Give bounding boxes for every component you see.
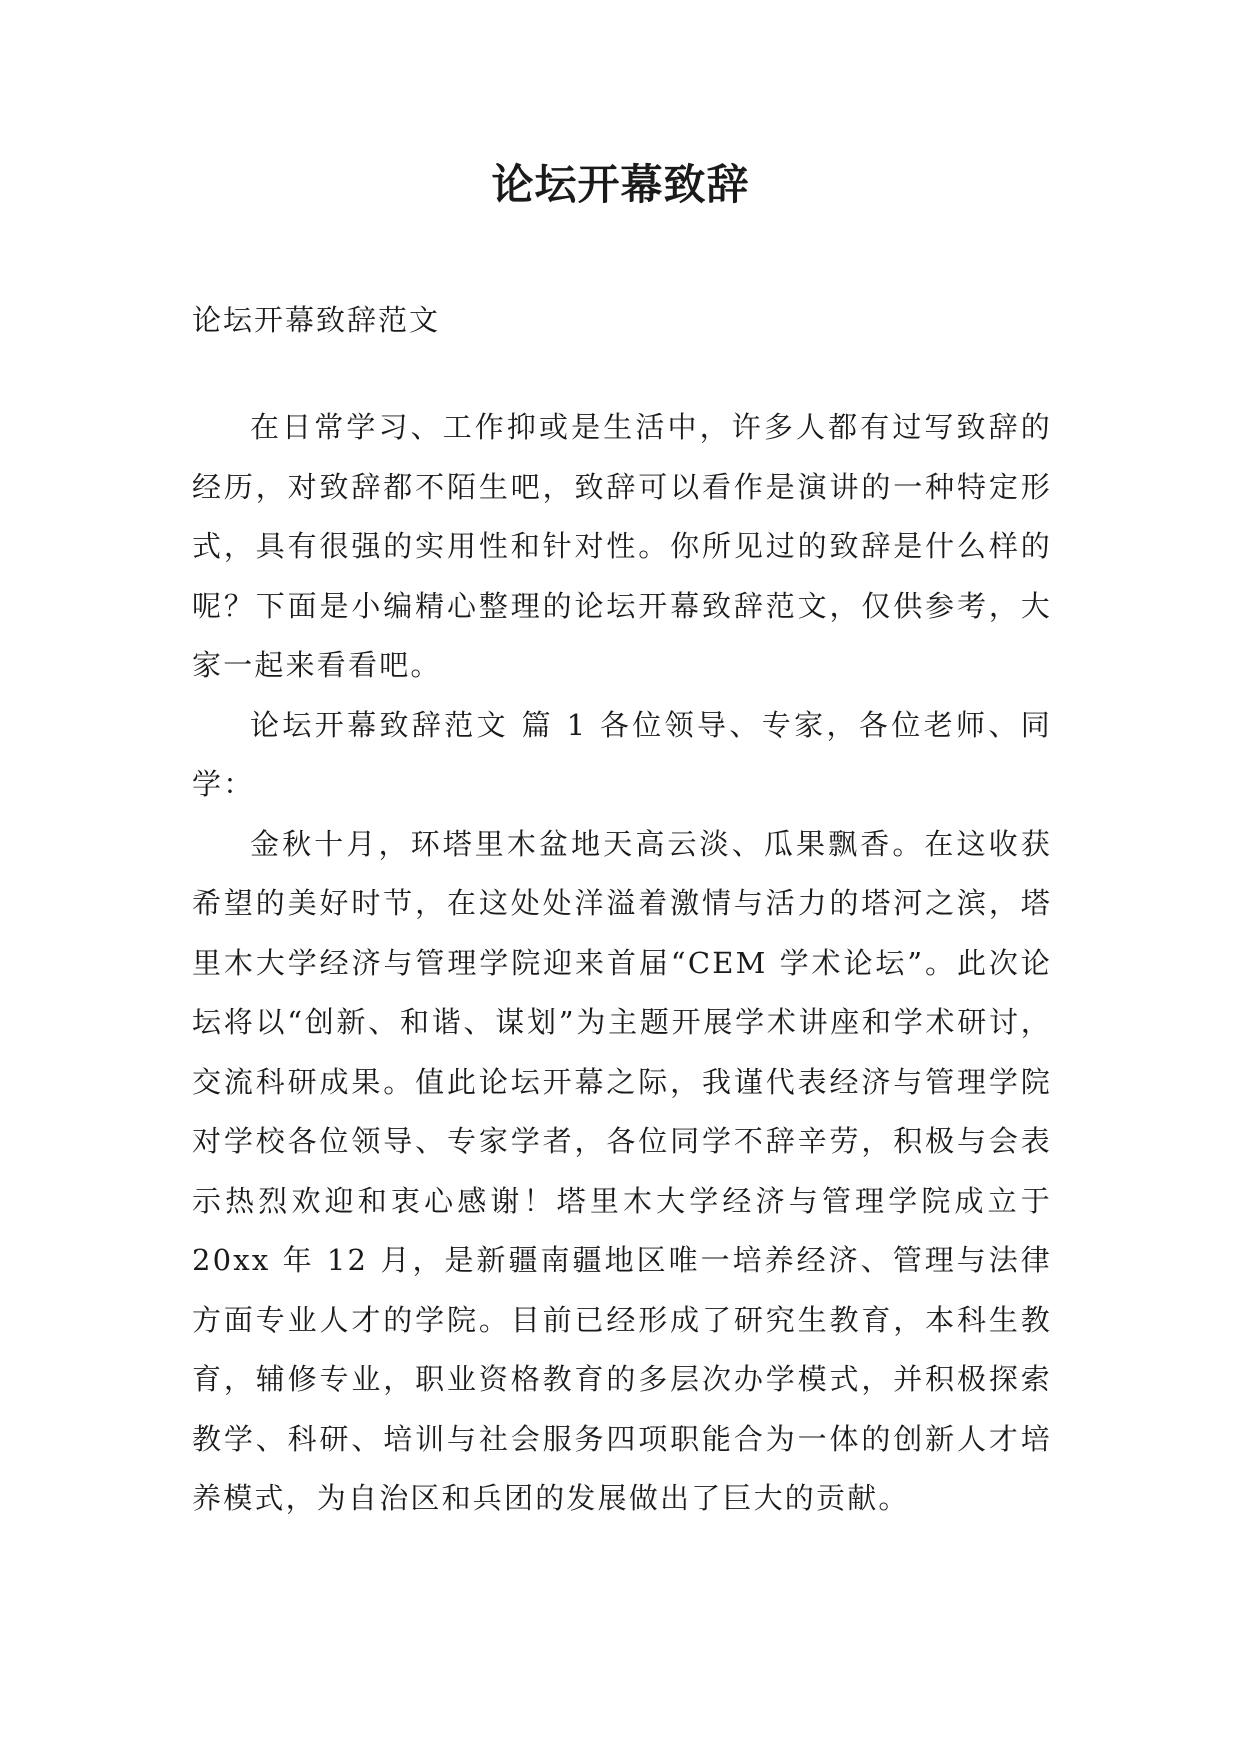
document-body	[192, 398, 1052, 1529]
paragraph-intro: 在日常学习、工作抑或是生活中，许多人都有过写致辞的经历，对致辞都不陌生吧，致辞可以看作是演讲的一种特定形式，具有很强的实用性和针对性。你所见过的致辞是什么样的呢？下面是小编精心整理的论坛开幕致辞范文，仅供参考，大家一起来看看吧。	[192, 410, 1052, 682]
document-title: 论坛开幕致辞	[491, 160, 750, 209]
paragraph-main: 金秋十月，环塔里木盆地天高云淡、瓜果飘香。在这收获希望的美好时节，在这处处洋溢着激情与活力的塔河之滨，塔里木大学经济与管理学院迎来首届“CEM 学术论坛”。此次论坛将以“创新、和谐、谋划”为主题开展学术讲座和学术研讨，交流科研成果。值此论坛开幕之际，我谨代表经济与管理学院对学校各位领导、专家学者，各位同学不辞辛劳，积极与会表示热烈欢迎和衷心感谢！塔里木大学经济与管理学院成立于 20xx 年 12 月，是新疆南疆地区唯一培养经济、管理与法律方面专业人才的学院。目前已经形成了研究生教育，本科生教育，辅修专业，职业资格教育的多层次办学模式，并积极探索教学、科研、培训与社会服务四项职能合为一体的创新人才培养模式，为自治区和兵团的发展做出了巨大的贡献。	[192, 826, 1052, 1515]
paragraph-salutation: 论坛开幕致辞范文 篇 1 各位领导、专家，各位老师、同学：	[192, 707, 1052, 801]
document-subtitle: 论坛开幕致辞范文	[192, 303, 441, 337]
